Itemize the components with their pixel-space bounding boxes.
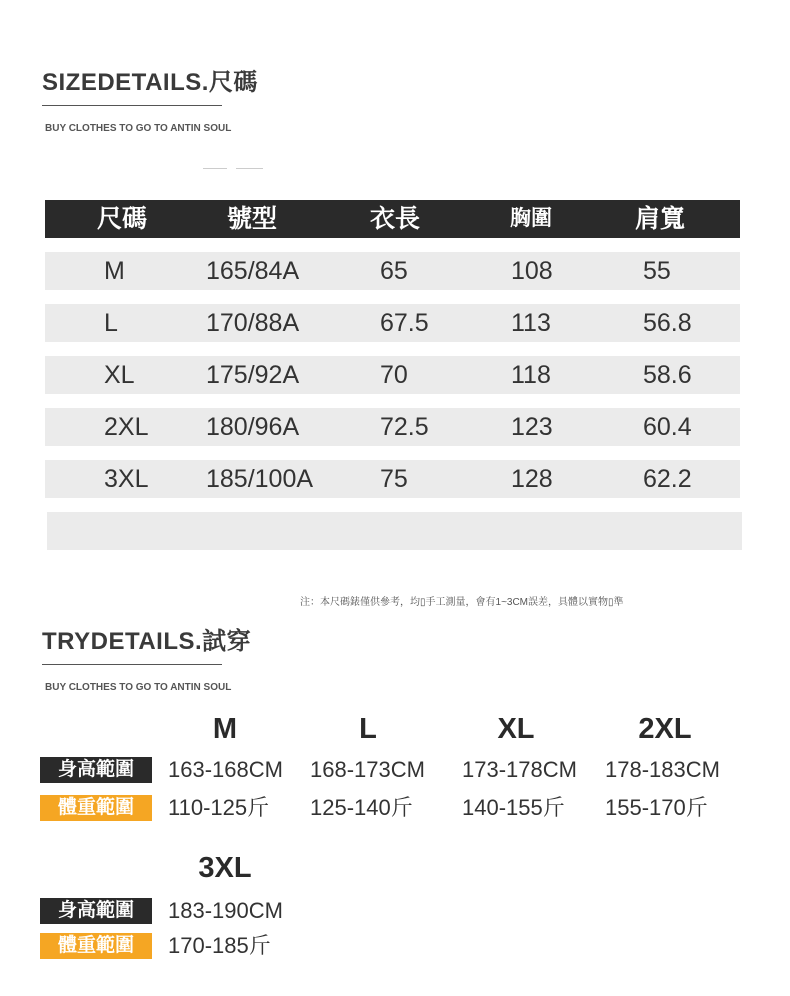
- cell-shoulder: 58.6: [643, 361, 692, 389]
- cell-length: 75: [380, 465, 408, 493]
- cell-chest: 128: [511, 465, 553, 493]
- size-table-header: [45, 200, 740, 238]
- height-value-m: 163-168CM: [168, 757, 283, 782]
- header-model: 號型: [227, 205, 278, 233]
- table-row: [45, 304, 740, 342]
- height-value-3xl: 183-190CM: [168, 898, 283, 923]
- cell-model: 185/100A: [206, 465, 314, 493]
- try-size-3xl: 3XL: [198, 852, 252, 884]
- table-row: [45, 408, 740, 446]
- decor-dash-right: [236, 168, 263, 169]
- try-size-l: L: [359, 713, 377, 745]
- cell-length: 65: [380, 257, 408, 285]
- header-chest: 胸圍: [510, 207, 552, 230]
- cell-length: 72.5: [380, 413, 429, 441]
- cell-model: 175/92A: [206, 361, 300, 389]
- height-value-2xl: 178-183CM: [605, 757, 720, 782]
- cell-size: M: [104, 257, 125, 285]
- weight-value-2xl: 155-170斤: [605, 795, 708, 820]
- height-range-label: 身高範圍: [40, 757, 152, 783]
- cell-chest: 118: [511, 361, 551, 389]
- size-section-subtitle: BUY CLOTHES TO GO TO ANTIN SOUL: [45, 123, 232, 134]
- try-size-2xl: 2XL: [638, 713, 692, 745]
- cell-size: L: [104, 309, 118, 337]
- cell-size: 3XL: [104, 465, 149, 493]
- cell-size: XL: [104, 361, 135, 389]
- table-row: [45, 356, 740, 394]
- cell-length: 70: [380, 361, 408, 389]
- size-note: 注：本尺碼錶僅供參考，均▯手工測量，會有1~3CM誤差，具體以實物▯準: [300, 597, 624, 608]
- size-section-title: SIZEDETAILS.尺碼: [42, 69, 258, 96]
- cell-shoulder: 62.2: [643, 465, 692, 493]
- cell-shoulder: 55: [643, 257, 671, 285]
- weight-value-m: 110-125斤: [168, 795, 270, 820]
- try-section-title: TRYDETAILS.試穿: [42, 628, 252, 655]
- header-size: 尺碼: [97, 205, 148, 233]
- try-section-subtitle: BUY CLOTHES TO GO TO ANTIN SOUL: [45, 682, 232, 693]
- cell-chest: 108: [511, 257, 553, 285]
- cell-model: 165/84A: [206, 257, 300, 285]
- weight-range-label: 體重範圍: [40, 795, 152, 821]
- table-row: [45, 252, 740, 290]
- cell-chest: 113: [511, 309, 551, 337]
- header-length: 衣長: [370, 205, 421, 233]
- cell-length: 67.5: [380, 309, 429, 337]
- cell-size: 2XL: [104, 413, 149, 441]
- header-shoulder: 肩寬: [635, 205, 686, 233]
- try-title-underline: [42, 664, 222, 665]
- try-size-xl: XL: [497, 713, 535, 745]
- size-title-underline: [42, 105, 222, 106]
- cell-chest: 123: [511, 413, 553, 441]
- cell-model: 180/96A: [206, 413, 300, 441]
- try-size-m: M: [212, 713, 238, 745]
- empty-table-row: [47, 512, 742, 550]
- weight-range-label: 體重範圍: [40, 933, 152, 959]
- cell-model: 170/88A: [206, 309, 300, 337]
- height-range-label: 身高範圍: [40, 898, 152, 924]
- height-value-l: 168-173CM: [310, 757, 425, 782]
- weight-value-xl: 140-155斤: [462, 795, 565, 820]
- table-row: [45, 460, 740, 498]
- weight-value-l: 125-140斤: [310, 795, 413, 820]
- cell-shoulder: 56.8: [643, 309, 692, 337]
- weight-value-3xl: 170-185斤: [168, 933, 271, 958]
- height-value-xl: 173-178CM: [462, 757, 577, 782]
- decor-dash-left: [203, 168, 227, 169]
- cell-shoulder: 60.4: [643, 413, 692, 441]
